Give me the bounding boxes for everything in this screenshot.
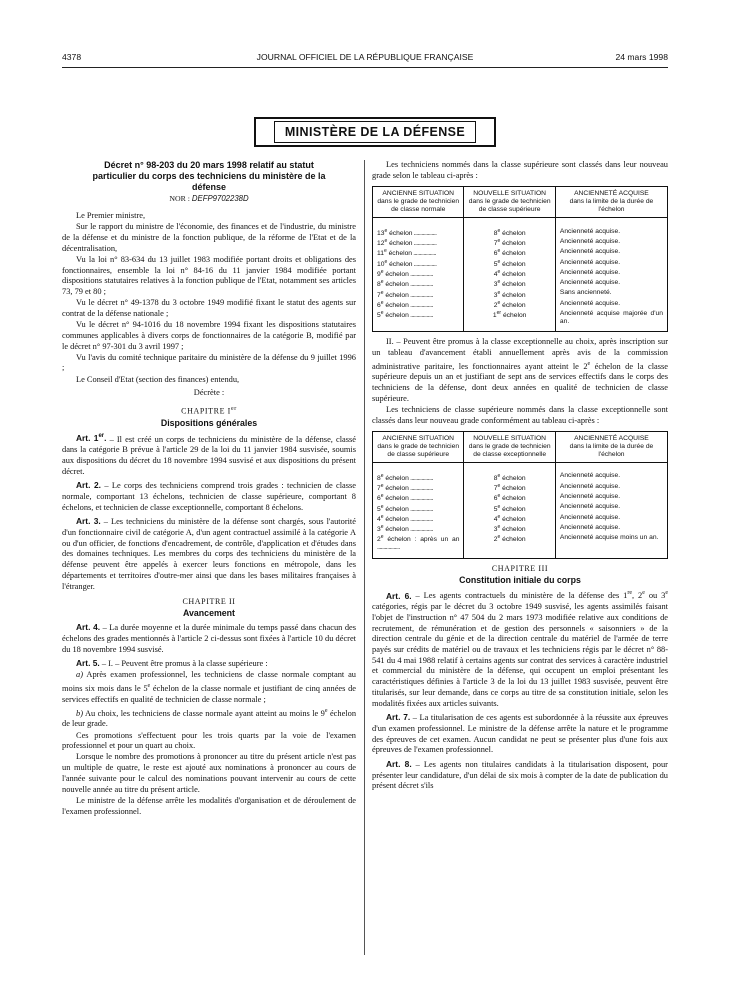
chapter-title: Avancement — [183, 608, 235, 619]
seniority-cell: Ancienneté acquise. — [555, 514, 667, 524]
seniority-cell: Ancienneté acquise. — [555, 524, 667, 534]
issue-date: 24 mars 1998 — [615, 52, 668, 62]
article-number: Art. 5. — [76, 658, 100, 669]
old-situation-cell: 10e échelon ..... — [373, 259, 464, 269]
seniority-cell: Ancienneté acquise. — [555, 300, 667, 310]
old-situation-cell: 4e échelon ..... — [373, 514, 464, 524]
article-4 — [62, 622, 356, 655]
new-situation-cell: 2e échelon — [464, 534, 555, 552]
column-header-title: NOUVELLE SITUATION — [473, 190, 547, 198]
chapter-title: Dispositions générales — [160, 417, 258, 428]
table-row — [373, 503, 668, 513]
item-letter: a) — [76, 670, 83, 680]
column-header-title: ANCIENNE SITUATION — [382, 435, 455, 443]
column-header — [373, 187, 464, 218]
article-text: – Les agents contractuels du ministère de la défense des 1re, 2e ou 3e catégories, régis par le décret du 3 octobre 1949 susvisé, les agents assimilés faisant l'objet de l'instruction n° 47 504 du 2 mars 1973 modifiée relative aux conditions de recrutement, de rémunération et de gestion des personnels « saisonniers » de la direction centrale du génie et de la direction centrale du matériel de l'armée de terre payés sur crédits de matériel ou de travaux et les techniciens régis par le décret n° 88-541 du 4 mai 1988 relatif à certains agents sur contrat des services à caractère industriel et commercial du ministère de la défense, qui occupent un emploi présentant les caractéristiques définies à l'article 3 de la loi du 13 juillet 1983 susvisée, peuvent être titularisés, sur leur demande, dans ce corps au titre de sa constitution initiale, selon les modalités fixées aux articles suivants. — [372, 590, 668, 708]
table-row — [373, 289, 668, 299]
seniority-cell: Ancienneté acquise moins un an. — [555, 534, 667, 552]
table-row — [373, 238, 668, 248]
decrete-line: Décrète : — [193, 388, 225, 398]
old-situation-cell: 5e échelon ..... — [373, 503, 464, 513]
column-header-title: NOUVELLE SITUATION — [473, 435, 547, 443]
seniority-cell: Ancienneté acquise. — [555, 503, 667, 513]
table-row — [373, 483, 668, 493]
column-header-subtitle: dans le grade de technicien de classe normale — [377, 198, 460, 214]
old-situation-cell: 11e échelon ..... — [373, 248, 464, 258]
seniority-cell: Sans ancienneté. — [555, 289, 667, 299]
column-header-subtitle: dans le grade de technicien de classe supérieure — [377, 443, 460, 459]
chapter-label: CHAPITRE II — [182, 597, 236, 607]
new-situation-cell: 3e échelon — [464, 289, 555, 299]
table-classe-superieure — [372, 186, 668, 332]
decree-title: Décret n° 98-203 du 20 mars 1998 relatif au statut particulier du corps des techniciens du ministère de la défense — [92, 160, 326, 192]
article-text: – La titularisation de ces agents est subordonnée à la réussite aux épreuves d'un examen professionnel. Le ministre de la défense arrête la nature et le programme des épreuves de cet examen. Aucun candidat ne peut se présenter plus d'une fois aux épreuves de l'examen professionnel. — [372, 713, 668, 755]
preamble-paragraph: Sur le rapport du ministre de l'économie, des finances et de l'industrie, du ministre de la défense et du ministre de la fonction publique, de la réforme de l'Etat et de la décentralisation, — [62, 222, 356, 253]
article-number: Art. 8. — [386, 759, 412, 770]
article-text: – I. – Peuvent être promus à la classe supérieure : — [99, 659, 268, 669]
old-situation-cell: 7e échelon ..... — [373, 483, 464, 493]
article-5-item-b — [62, 706, 356, 730]
left-column — [62, 160, 356, 818]
article-text: – La durée moyenne et la durée minimale du temps passé dans chacun des échelons des grades mentionnés à l'article 2 ci-dessus sont fixées à l'article 10 du décret du 18 novembre 1994 susvisé. — [62, 623, 356, 654]
column-header — [464, 432, 555, 463]
column-header-subtitle: dans la limite de la durée de l'échelon — [569, 198, 654, 214]
table-row — [373, 279, 668, 289]
table-row — [373, 493, 668, 503]
column-header — [373, 432, 464, 463]
column-divider — [364, 160, 365, 955]
article-5 — [62, 658, 356, 670]
new-situation-cell: 7e échelon — [464, 483, 555, 493]
new-situation-cell: 4e échelon — [464, 269, 555, 279]
new-situation-cell: 3e échelon — [464, 279, 555, 289]
table-row — [373, 310, 668, 326]
article-paragraph: II. – Peuvent être promus à la classe exceptionnelle au choix, après inscription sur un tableau d'avancement établi annuellement après avis de la commission administrative paritaire, les fonctionnaires ayant atteint le 2e échelon de la classe supérieure depuis un an et justifiant de sept ans de services effectifs dans le corps des techniciens de la défense, dont deux années en qualité de technicien de classe supérieure. — [372, 337, 668, 403]
article-paragraph: Ces promotions s'effectuent pour les trois quarts par la voie de l'examen professionnel et pour un quart au choix. — [62, 730, 356, 751]
new-situation-cell: 5e échelon — [464, 503, 555, 513]
new-situation-cell: 7e échelon — [464, 238, 555, 248]
seniority-cell: Ancienneté acquise. — [555, 269, 667, 279]
article-text: – Les agents non titulaires candidats à la titularisation disposent, pour présenter leur candidature, d'un délai de six mois à compter de la date de publication du présent décret s'ils — [372, 760, 668, 791]
column-header-title: ANCIENNE SITUATION — [382, 190, 455, 198]
seniority-cell: Ancienneté acquise. — [555, 483, 667, 493]
new-situation-cell: 6e échelon — [464, 493, 555, 503]
preamble-paragraph: Le Conseil d'Etat (section des finances) entendu, — [76, 374, 240, 384]
preamble-paragraph: Vu le décret n° 49-1378 du 3 octobre 1949 modifié fixant le statut des agents sur contrat de la défense nationale ; — [62, 298, 356, 318]
old-situation-cell: 12e échelon ..... — [373, 238, 464, 248]
table-row — [373, 514, 668, 524]
seniority-cell: Ancienneté acquise. — [555, 259, 667, 269]
old-situation-cell: 5e échelon ..... — [373, 310, 464, 326]
nor-line — [62, 194, 356, 205]
old-situation-cell: 3e échelon ..... — [373, 524, 464, 534]
article-number: Art. 6. — [386, 590, 412, 601]
column-header-subtitle: dans le grade de technicien de classe supérieure — [468, 198, 551, 214]
table-header-row — [373, 187, 668, 218]
item-letter: b) — [76, 708, 83, 718]
old-situation-cell: 8e échelon ..... — [373, 472, 464, 482]
article-number: Art. 4. — [76, 622, 101, 633]
journal-title: JOURNAL OFFICIEL DE LA RÉPUBLIQUE FRANÇAISE — [256, 52, 474, 62]
article-paragraph: Les techniciens nommés dans la classe supérieure sont classés dans leur nouveau grade selon le tableau ci-après : — [372, 160, 668, 180]
article-text: – Le corps des techniciens comprend trois grades : technicien de classe normale, comportant 13 échelons, technicien de classe supérieure, comportant 8 échelons, et technicien de classe exceptionnelle, comportant 8 échelons. — [62, 481, 356, 512]
table-row — [373, 269, 668, 279]
seniority-cell: Ancienneté acquise. — [555, 493, 667, 503]
article-number: Art. 2. — [76, 480, 101, 491]
article-2 — [62, 480, 356, 513]
chapter-title: Constitution initiale du corps — [459, 574, 581, 585]
article-1 — [62, 432, 356, 478]
seniority-cell: Ancienneté acquise. — [555, 248, 667, 258]
article-7 — [372, 712, 668, 756]
old-situation-cell: 6e échelon ..... — [373, 493, 464, 503]
article-number: Art. 7. — [386, 712, 411, 723]
article-text: – Les techniciens du ministère de la défense sont chargés, sous l'autorité d'un fonctionnaire civil de catégorie A, d'un agent contractuel assimilé à la catégorie A ou d'un officier, de fonctions d'encadrement, de contrôle, d'application et d'études dans des domaines techniques. Les membres du corps des techniciens du ministère de la défense peuvent être appelés à exercer leurs fonctions en métropole, dans les départements et territoires d'outre-mer ainsi que dans les bases militaires françaises à l'étranger. — [62, 517, 356, 591]
preamble-paragraph: Vu la loi n° 83-634 du 13 juillet 1983 modifiée portant droits et obligations des fonctionnaires, ensemble la loi n° 84-16 du 11 janvier 1984 modifiée portant dispositions statutaires relatives à la fonction publique de l'Etat, notamment ses articles 73, 79 et 80 ; — [62, 254, 356, 297]
preamble-paragraph: Vu le décret n° 94-1016 du 18 novembre 1994 fixant les dispositions statutaires communes applicables à divers corps de fonctionnaires de la catégorie B, modifié par le décret n° 97-301 du 3 avril 1997 ; — [62, 320, 356, 351]
new-situation-cell: 4e échelon — [464, 514, 555, 524]
page-header — [62, 52, 668, 66]
seniority-cell: Ancienneté acquise majorée d'un an. — [555, 310, 667, 326]
new-situation-cell: 5e échelon — [464, 259, 555, 269]
column-header — [555, 432, 667, 463]
table-row — [373, 534, 668, 552]
page-number: 4378 — [62, 52, 82, 62]
article-number: Art. 3. — [76, 516, 101, 527]
table-row — [373, 524, 668, 534]
seniority-cell: Ancienneté acquise. — [555, 472, 667, 482]
column-header-title: ANCIENNETÉ ACQUISE — [574, 190, 649, 198]
ministry-title: MINISTÈRE DE LA DÉFENSE — [274, 121, 476, 143]
preamble-paragraph: Vu l'avis du comité technique paritaire du ministère de la défense du 9 juillet 1996 ; — [62, 352, 356, 373]
table-row — [373, 259, 668, 269]
preamble-paragraph: Le Premier ministre, — [76, 211, 146, 221]
seniority-cell: Ancienneté acquise. — [555, 238, 667, 248]
new-situation-cell: 3e échelon — [464, 524, 555, 534]
nor-label: NOR : — [169, 194, 190, 204]
table-row — [373, 248, 668, 258]
table-spacer-row — [373, 462, 668, 472]
right-column — [372, 160, 668, 793]
ministry-box — [254, 117, 496, 147]
column-header-title: ANCIENNETÉ ACQUISE — [574, 435, 649, 443]
seniority-cell: Ancienneté acquise. — [555, 279, 667, 289]
new-situation-cell: 1er échelon — [464, 310, 555, 326]
table-row — [373, 228, 668, 238]
old-situation-cell: 2e échelon : après un an ..... — [373, 534, 464, 552]
article-number: Art. 1er. — [76, 433, 107, 444]
article-paragraph: Les techniciens de classe supérieure nommés dans la classe exceptionnelle sont classés dans leur nouveau grade conformément au tableau ci-après : — [372, 404, 668, 425]
old-situation-cell: 9e échelon ..... — [373, 269, 464, 279]
table-classe-exceptionnelle — [372, 431, 668, 559]
new-situation-cell: 8e échelon — [464, 472, 555, 482]
old-situation-cell: 6e échelon ..... — [373, 300, 464, 310]
article-8 — [372, 759, 668, 792]
old-situation-cell: 13e échelon ..... — [373, 228, 464, 238]
header-rule — [62, 67, 668, 68]
new-situation-cell: 8e échelon — [464, 228, 555, 238]
article-paragraph: Lorsque le nombre des promotions à prononcer au titre du présent article n'est pas un multiple de quatre, le reste est ajouté aux nominations à prononcer au cours de l'année suivante pour le calcul des nominations pouvant intervenir au cours de cette nouvelle année au titre du présent article. — [62, 752, 356, 794]
seniority-cell: Ancienneté acquise. — [555, 228, 667, 238]
column-header-subtitle: dans le grade de technicien de classe exceptionnelle — [468, 443, 551, 459]
article-paragraph: Le ministre de la défense arrête les modalités d'organisation et de déroulement de l'examen professionnel. — [62, 795, 356, 816]
table-spacer-row — [373, 326, 668, 332]
old-situation-cell: 8e échelon ..... — [373, 279, 464, 289]
column-header-subtitle: dans la limite de la durée de l'échelon — [569, 443, 654, 459]
column-header — [464, 187, 555, 218]
old-situation-cell: 7e échelon ..... — [373, 289, 464, 299]
table-row — [373, 472, 668, 482]
article-3 — [62, 516, 356, 592]
new-situation-cell: 6e échelon — [464, 248, 555, 258]
nor-value: DEFP9702238D — [191, 194, 249, 204]
table-spacer-row — [373, 552, 668, 558]
new-situation-cell: 2e échelon — [464, 300, 555, 310]
item-text: Après examen professionnel, les techniciens de classe normale comptant au moins six mois dans le 5e échelon de la classe normale et justifiant de cinq années de services effectifs en qualité de technicien de classe normale ; — [62, 670, 356, 704]
table-header-row — [373, 432, 668, 463]
chapter-label: CHAPITRE Ier — [181, 406, 237, 416]
item-text: Au choix, les techniciens de classe normale ayant atteint au moins le 9e échelon de leur grade. — [62, 707, 357, 729]
table-spacer-row — [373, 218, 668, 228]
chapter-label: CHAPITRE III — [491, 563, 549, 573]
article-6 — [372, 589, 668, 710]
table-row — [373, 300, 668, 310]
article-5-item-a — [62, 670, 356, 705]
column-header — [555, 187, 667, 218]
article-text: – Il est créé un corps de techniciens du ministère de la défense, classé dans la catégorie B prévue à l'article 29 de la loi du 11 janvier 1984 susvisée, soumis aux dispositions du décret du 18 novembre 1994 susvisé et aux dispositions du présent décret. — [62, 434, 356, 476]
